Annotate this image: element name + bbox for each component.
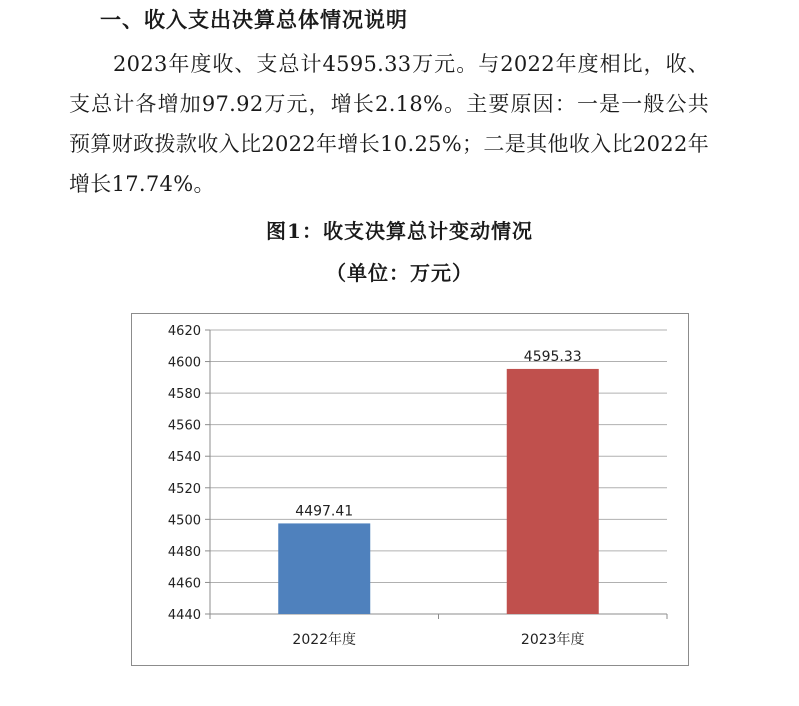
y-tick-label: 4620 (167, 324, 201, 339)
y-tick-label: 4460 (167, 576, 201, 592)
bar-2023年度 (507, 369, 599, 614)
data-label: 4595.33 (523, 348, 582, 365)
bar-2022年度 (278, 523, 370, 614)
figure-title: 图1：收支决算总计变动情况 (266, 219, 533, 243)
y-tick-label: 4600 (167, 355, 201, 371)
data-label: 4497.41 (295, 503, 354, 520)
y-tick-label: 4540 (167, 450, 201, 466)
section-heading: 一、收入支出决算总体情况说明 (100, 7, 408, 32)
y-tick-label: 4520 (167, 481, 201, 497)
chart-frame (131, 313, 689, 666)
summary-paragraph: 2023年度收、支总计4595.33万元。与2022年度相比，收、支总计各增加97.92万元，增长2.18%。主要原因：一是一般公共预算财政拨款收入比2022年增长10.25%；二是其他收入比2022年增长17.74%。 (69, 52, 709, 196)
y-tick-label: 4580 (167, 387, 201, 403)
y-tick-label: 4480 (167, 544, 201, 560)
y-tick-label: 4500 (167, 513, 201, 529)
figure-unit: （单位：万元） (326, 261, 473, 285)
y-tick-label: 4560 (167, 418, 201, 434)
bar-chart (132, 314, 690, 667)
x-category-label: 2022年度 (292, 632, 357, 648)
x-category-label: 2023年度 (520, 632, 585, 648)
y-tick-label: 4440 (167, 608, 201, 623)
